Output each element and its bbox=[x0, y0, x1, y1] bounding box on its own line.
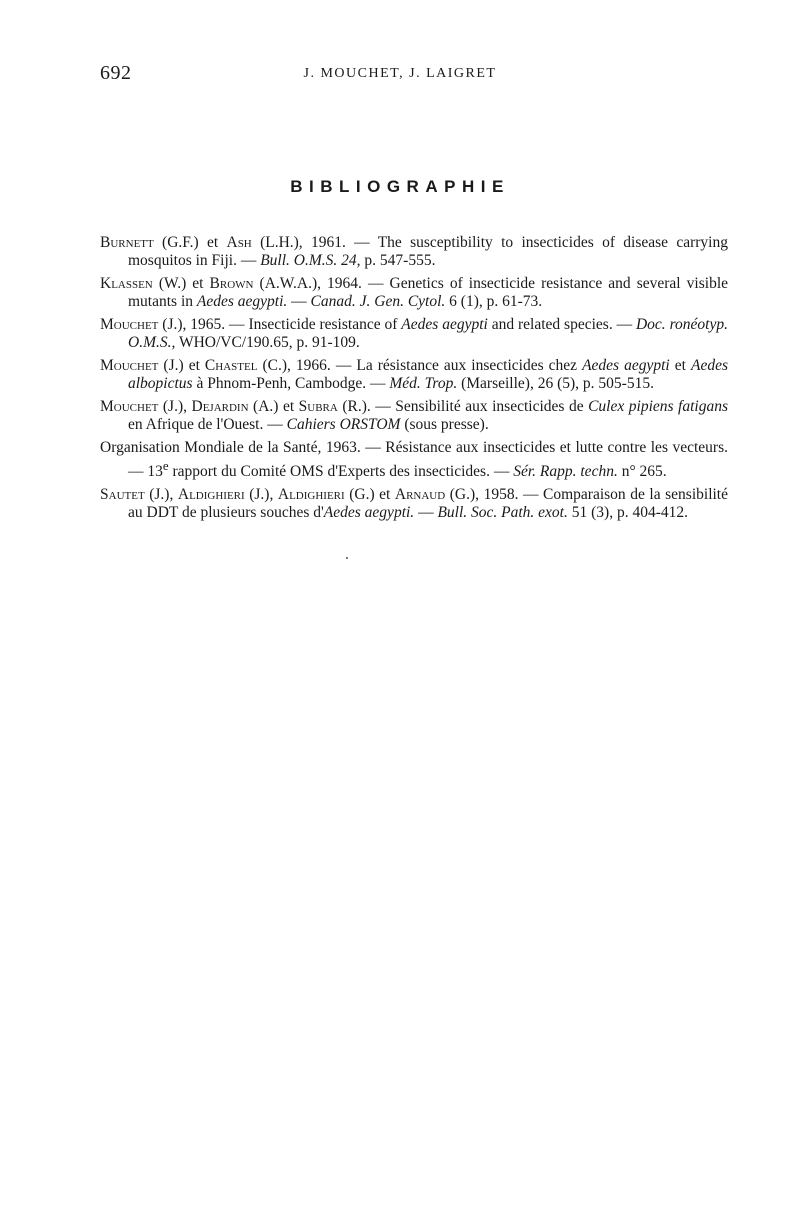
author-name: Aldighieri bbox=[277, 486, 345, 504]
bibliography-entry bbox=[100, 316, 728, 351]
author-name: Aldighieri bbox=[177, 486, 245, 504]
entry-text: (Marseille), 26 (5), p. 505-515. bbox=[457, 374, 654, 392]
entry-text: — bbox=[287, 292, 311, 310]
author-name: Arnaud bbox=[394, 486, 446, 504]
journal-title: Canad. J. Gen. Cytol. bbox=[310, 292, 446, 310]
entry-text: (G.F.) et bbox=[153, 234, 227, 251]
journal-title: Bull. O.M.S. 24, bbox=[260, 251, 361, 269]
entry-text: 51 (3), p. 404-412. bbox=[567, 503, 688, 521]
author-name: Mouchet bbox=[100, 357, 159, 374]
author-name: Mouchet bbox=[100, 398, 159, 415]
entry-text: (W.) et bbox=[152, 275, 210, 292]
entry-text: (R.). — Sensibilité aux insecticides de bbox=[337, 398, 589, 415]
journal-title: Méd. Trop. bbox=[389, 374, 458, 392]
species-name: Aedes aegypti. bbox=[323, 503, 415, 521]
journal-title: Cahiers ORSTOM bbox=[286, 415, 401, 433]
bibliography-list bbox=[100, 234, 728, 527]
entry-text: (G.) et bbox=[344, 486, 395, 504]
species-name: Aedes albopictus bbox=[128, 357, 729, 392]
entry-text: p. 547-555. bbox=[360, 251, 436, 269]
author-name: Subra bbox=[298, 398, 338, 415]
author-name: Burnett bbox=[100, 234, 154, 251]
author-name: Klassen bbox=[100, 275, 153, 292]
entry-text: WHO/VC/190.65, p. 91-109. bbox=[175, 333, 360, 351]
section-title: BIBLIOGRAPHIE bbox=[290, 177, 510, 196]
author-name: Dejardin bbox=[191, 398, 249, 415]
entry-text: (J.), 1965. — Insecticide resistance of bbox=[158, 316, 402, 333]
entry-text: Organisation Mondiale de la Santé, 1963. — Résistance aux insecticides et lutte contre les vecteurs. — 13 bbox=[100, 439, 728, 480]
author-name: Sautet bbox=[100, 486, 145, 504]
entry-text: (J.), bbox=[244, 486, 278, 504]
ordinal-superscript: e bbox=[162, 457, 169, 473]
entry-text: 6 (1), p. 61-73. bbox=[445, 292, 543, 310]
running-head: J. MOUCHET, J. LAIGRET bbox=[303, 66, 497, 81]
bibliography-entry bbox=[100, 486, 728, 521]
entry-text: (L.H.), 1961. — The susceptibility to insecticides of disease carrying mosquitos in Fiji. — bbox=[128, 234, 728, 269]
entry-text: (J.), bbox=[144, 486, 178, 504]
entry-text: (J.) et bbox=[158, 357, 205, 374]
species-name: Aedes aegypti bbox=[401, 316, 488, 333]
bibliography-entry bbox=[100, 275, 728, 310]
entry-text: rapport du Comité OMS d'Experts des insecticides. — bbox=[168, 462, 514, 480]
entry-text: (A.) et bbox=[248, 398, 299, 415]
entry-text: (J.), bbox=[158, 398, 192, 415]
entry-text: — bbox=[414, 503, 438, 521]
entry-text: en Afrique de l'Ouest. — bbox=[128, 415, 287, 433]
bibliography-entry bbox=[100, 398, 728, 433]
author-name: Chastel bbox=[204, 357, 258, 374]
entry-text: à Phnom-Penh, Cambodge. — bbox=[192, 374, 390, 392]
entry-text: (C.), 1966. — La résistance aux insecticides chez bbox=[257, 357, 583, 374]
species-name: Culex pipiens fatigans bbox=[588, 398, 728, 415]
entry-text: (G.), 1958. — Comparaison de la sensibilité au DDT de plusieurs souches d' bbox=[128, 486, 728, 521]
ink-speck bbox=[346, 557, 348, 559]
journal-title: Sér. Rapp. techn. bbox=[513, 462, 618, 480]
entry-text: (A.W.A.), 1964. — Genetics of insecticide resistance and several visible mutants in bbox=[128, 275, 729, 310]
author-name: Brown bbox=[209, 275, 254, 292]
entry-text: (sous presse). bbox=[400, 415, 489, 433]
species-name: Aedes aegypti. bbox=[196, 292, 288, 310]
species-name: Aedes aegypti bbox=[582, 357, 670, 374]
entry-text: and related species. — bbox=[487, 316, 636, 333]
bibliography-entry bbox=[100, 439, 728, 480]
entry-text: et bbox=[669, 357, 691, 374]
bibliography-entry bbox=[100, 357, 728, 392]
page-number: 692 bbox=[100, 62, 132, 84]
journal-title: Doc. ronéotyp. O.M.S., bbox=[128, 316, 728, 351]
entry-text: n° 265. bbox=[617, 462, 667, 480]
author-name: Mouchet bbox=[100, 316, 159, 333]
author-name: Ash bbox=[226, 234, 252, 251]
journal-title: Bull. Soc. Path. exot. bbox=[437, 503, 568, 521]
bibliography-entry bbox=[100, 234, 728, 269]
